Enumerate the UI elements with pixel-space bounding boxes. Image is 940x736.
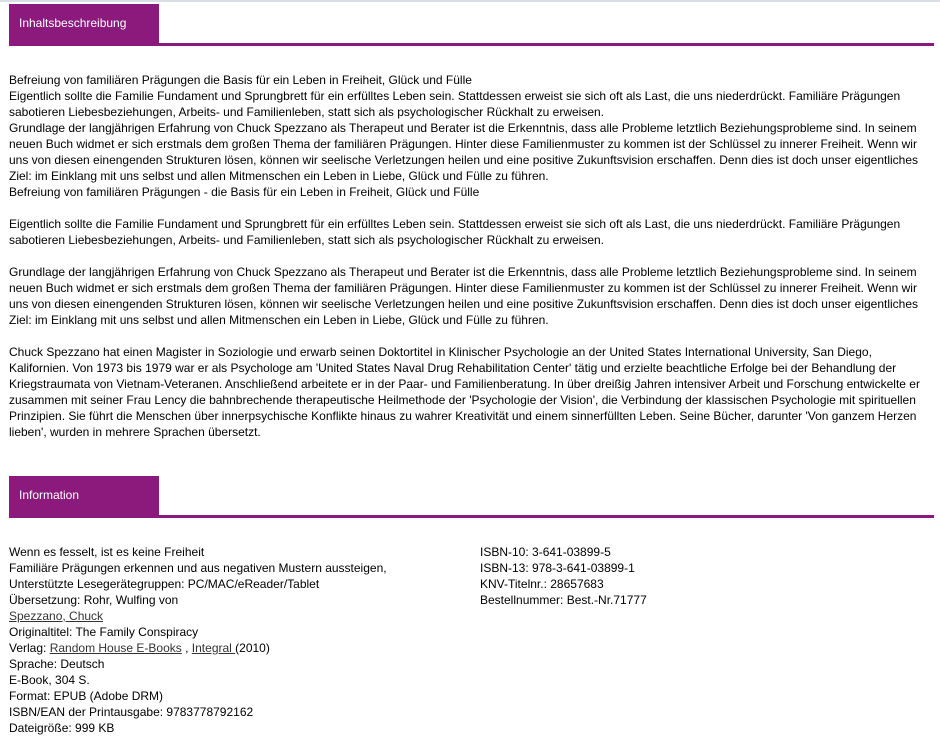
isbn-13: ISBN-13: 978-3-641-03899-1 bbox=[480, 561, 635, 575]
info-details bbox=[9, 544, 469, 736]
publisher-label: Verlag: bbox=[9, 641, 50, 655]
description-paragraph: Grundlage der langjährigen Erfahrung von Chuck Spezzano als Therapeut und Berater ist die Erkenntnis, dass alle Probleme letztlich Beziehungsprobleme sind. In seinem neuen Buch widmet er sich erstmals dem großen Thema der familiären Prägungen. Hinter diese Familienmuster zu kommen ist der Schlüssel zu innerer Freiheit. Wenn wir uns von diesen einengenden Strukturen lösen, können wir seelische Verletzungen heilen und eine positive Zukunftsvision erschaffen. Denn dies ist doch unser eigentliches Ziel: im Einklang mit uns selbst und allen Mitmenschen ein Leben in Liebe, Glück und Fülle zu führen. bbox=[9, 121, 919, 183]
author-bio: Chuck Spezzano hat einen Magister in Soziologie und erwarb seinen Doktortitel in Klinischer Psychologie an der United States International University, San Diego, Kalifornien. Von 1973 bis 1979 war er als Psychologe am 'United States Naval Drug Rehabilitation Center' tätig und erzielte beachtliche Erfolge bei der Behandlung der Kriegstraumata von Vietnam-Veteranen. Anschließend arbeitete er in der Paar- und Familienberatung. In über dreißig Jahren intensiver Arbeit und Forschung entwickelte er zusammen mit seiner Frau Lency die bahnbrechende therapeutische Heilmethode der 'Psychologie der Vision', die Verbindung der klassischen Psychologie mit spirituellen Prinzipien. Sie führt die Menschen über innerpsychische Konflikte hinaus zu wahrer Kreativität und einem sinnerfüllten Leben. Seine Bücher, darunter 'Von ganzem Herzen lieben', wurden in mehrere Sprachen übersetzt. bbox=[9, 345, 920, 439]
description-header bbox=[9, 4, 934, 46]
top-divider bbox=[0, 0, 940, 2]
description-paragraph: Eigentlich sollte die Familie Fundament und Sprungbrett für ein erfülltes Leben sein. Stattdessen erweist sie sich oft als Last, die uns niederdrückt. Familiäre Prägungen sabotieren Liebesbeziehungen, Arbeits- und Familienleben, statt sich als psychologischer Rückhalt zu erweisen. bbox=[9, 89, 901, 119]
book-subtitle: Familiäre Prägungen erkennen und aus negativen Mustern aussteigen, bbox=[9, 561, 387, 575]
publication-year: (2010) bbox=[235, 641, 270, 655]
tab-information[interactable]: Information bbox=[9, 476, 159, 515]
description-paragraph: Grundlage der langjährigen Erfahrung von Chuck Spezzano als Therapeut und Berater ist die Erkenntnis, dass alle Probleme letztlich Beziehungsprobleme sind. In seinem neuen Buch widmet er sich erstmals dem großen Thema der familiären Prägungen. Hinter diese Familienmuster zu kommen ist der Schlüssel zu innerer Freiheit. Wenn wir uns von diesen einengenden Strukturen lösen, können wir seelische Verletzungen heilen und eine positive Zukunftsvision erschaffen. Denn dies ist doch unser eigentliches Ziel: im Einklang mit uns selbst und allen Mitmenschen ein Leben in Liebe, Glück und Fülle zu führen. bbox=[9, 265, 919, 327]
order-number: Bestellnummer: Best.-Nr.71777 bbox=[480, 593, 647, 607]
publisher-link[interactable]: Random House E-Books bbox=[49, 641, 182, 655]
book-title: Wenn es fesselt, ist es keine Freiheit bbox=[9, 545, 205, 559]
file-format: Format: EPUB (Adobe DRM) bbox=[9, 689, 164, 703]
publisher-line bbox=[9, 640, 469, 656]
description-body bbox=[9, 72, 934, 440]
reader-groups: Unterstützte Lesegerätegruppen: PC/MAC/eReader/Tablet bbox=[9, 577, 320, 591]
info-identifiers bbox=[480, 544, 920, 608]
author-link[interactable]: Spezzano, Chuck bbox=[9, 609, 104, 623]
description-paragraph: Befreiung von familiären Prägungen - die Basis für ein Leben in Freiheit, Glück und Fülle bbox=[9, 185, 480, 199]
imprint-link[interactable]: Integral bbox=[191, 641, 236, 655]
isbn-10: ISBN-10: 3-641-03899-5 bbox=[480, 545, 611, 559]
language: Sprache: Deutsch bbox=[9, 657, 105, 671]
information-header bbox=[9, 476, 934, 518]
description-paragraph: Befreiung von familiären Prägungen die Basis für ein Leben in Freiheit, Glück und Fülle bbox=[9, 73, 472, 87]
knv-number: KNV-Titelnr.: 28657683 bbox=[480, 577, 604, 591]
original-title: Originaltitel: The Family Conspiracy bbox=[9, 625, 199, 639]
translation: Übersetzung: Rohr, Wulfing von bbox=[9, 593, 179, 607]
tab-inhaltsbeschreibung[interactable]: Inhaltsbeschreibung bbox=[9, 4, 159, 43]
print-isbn: ISBN/EAN der Printausgabe: 9783778792162 bbox=[9, 705, 254, 719]
publisher-separator: , bbox=[181, 641, 192, 655]
description-paragraph: Eigentlich sollte die Familie Fundament und Sprungbrett für ein erfülltes Leben sein. Stattdessen erweist sie sich oft als Last, die uns niederdrückt. Familiäre Prägungen sabotieren Liebesbeziehungen, Arbeits- und Familienleben, statt sich als psychologischer Rückhalt zu erweisen. bbox=[9, 217, 901, 247]
file-size: Dateigröße: 999 KB bbox=[9, 721, 115, 735]
format-pages: E-Book, 304 S. bbox=[9, 673, 90, 687]
